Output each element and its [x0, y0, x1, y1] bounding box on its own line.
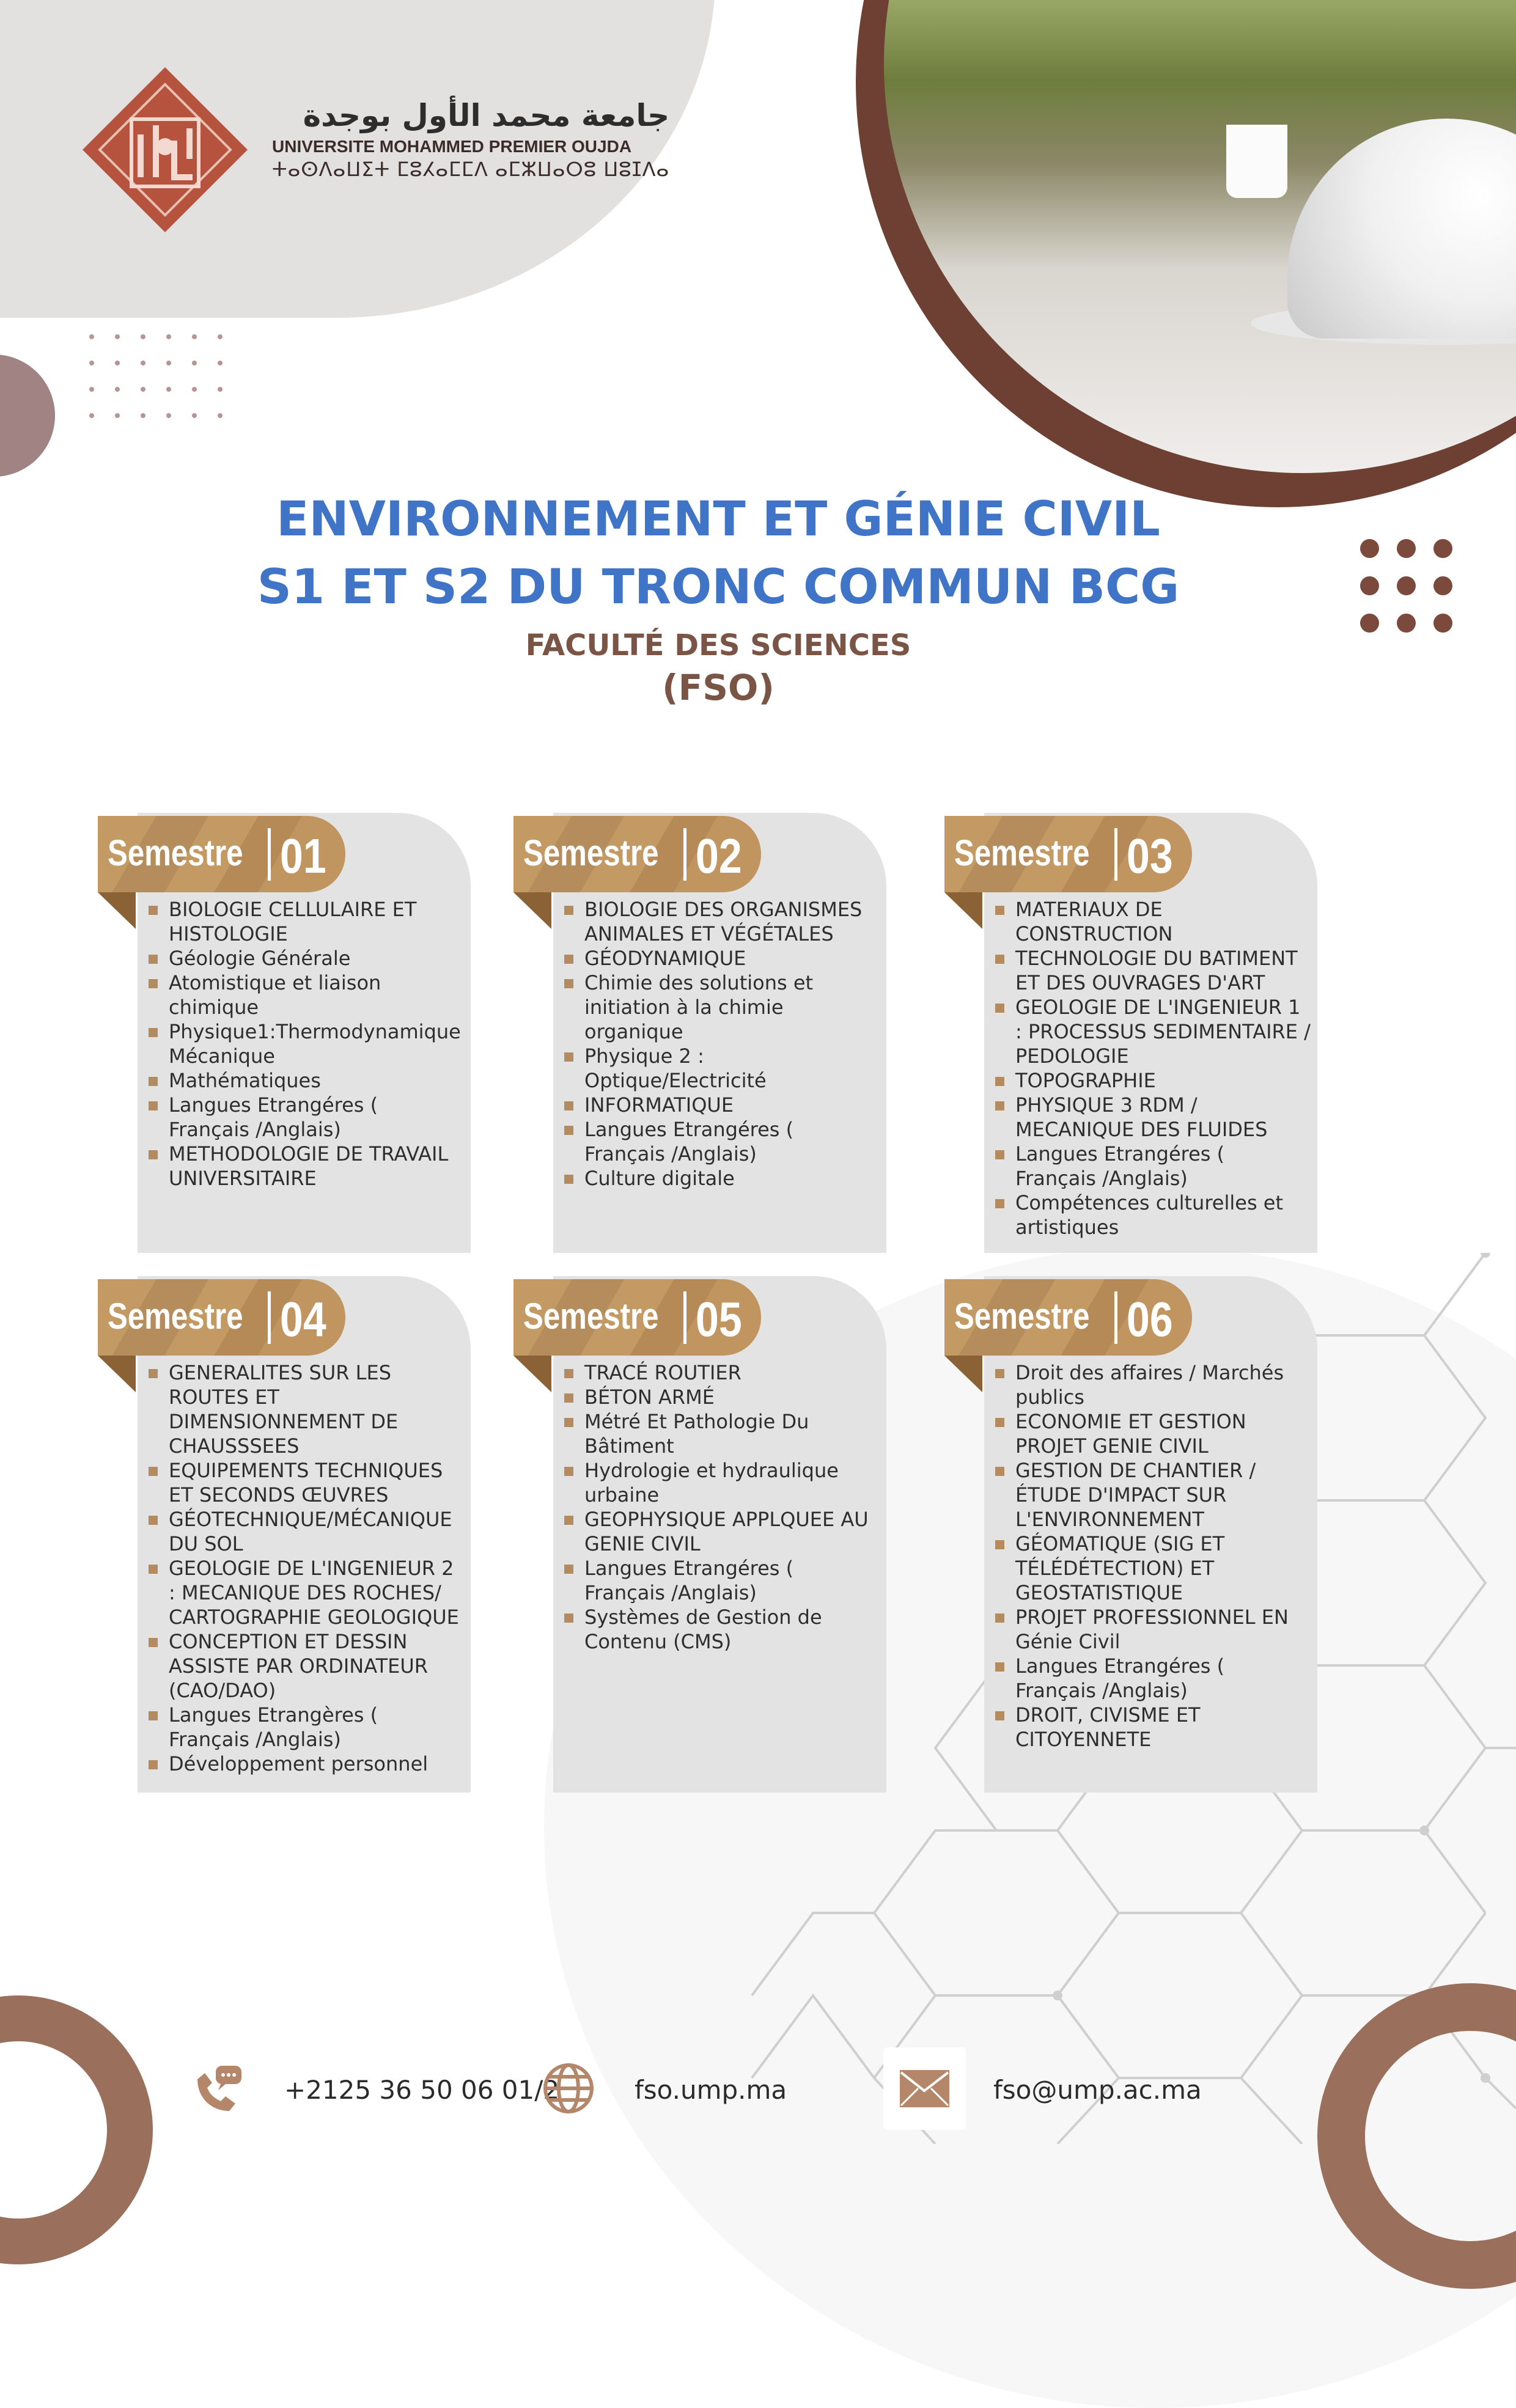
bullet-square-icon — [564, 1393, 573, 1403]
bullet-square-icon — [995, 1613, 1004, 1623]
course-name: Géologie Générale — [169, 947, 351, 970]
university-name-french: UNIVERSITE MOHAMMED PREMIER OUJDA — [272, 137, 632, 156]
course-name: GENERALITES SUR LES ROUTES ET DIMENSIONNEMENT DE CHAUSSSEES — [169, 1361, 399, 1458]
course-list — [993, 897, 1311, 1239]
background-blob-left — [0, 354, 55, 477]
course-item — [147, 1507, 465, 1556]
bullet-square-icon — [564, 1126, 573, 1135]
bullet-square-icon — [995, 1540, 1004, 1549]
course-name: Compétences culturelles et artistiques — [1015, 1191, 1284, 1239]
university-name-tifinagh: ⵜⴰⵙⴷⴰⵡⵉⵜ ⵎⵓⵃⴰⵎⵎⴷ ⴰⵎⵣⵡⴰⵔⵓ ⵡⵓⵊⴷⴰ — [272, 158, 670, 181]
course-item — [562, 946, 880, 971]
hard-hat — [1287, 119, 1516, 339]
bullet-square-icon — [995, 955, 1004, 964]
banner-fold — [98, 1356, 136, 1392]
bullet-square-icon — [149, 1638, 158, 1647]
contact-website[interactable]: fso.ump.ma — [635, 2075, 787, 2105]
main-title-line1: ENVIRONNEMENT ET GÉNIE CIVIL — [276, 492, 1160, 547]
mail-icon — [899, 2069, 951, 2109]
globe-icon — [541, 2061, 596, 2116]
bullet-square-icon — [564, 1613, 573, 1623]
course-name: Développement personnel — [169, 1752, 429, 1775]
course-item — [147, 1458, 465, 1507]
bullet-square-icon — [564, 1418, 573, 1427]
footer-arc-left — [0, 1995, 153, 2264]
semester-number: 01 — [280, 829, 326, 883]
course-item — [993, 1068, 1311, 1093]
faculty-name: FACULTÉ DES SCIENCES — [525, 628, 911, 663]
bullet-square-icon — [149, 979, 158, 988]
semester-label: Semestre — [523, 832, 659, 873]
course-name: Langues Etrangéres ( Français /Anglais) — [169, 1093, 378, 1141]
course-item — [993, 1409, 1311, 1458]
course-name: CONCEPTION ET DESSIN ASSISTE PAR ORDINATEUR (CAO/DAO) — [169, 1630, 429, 1702]
course-name: Physique 2 : Optique/Electricité — [584, 1044, 767, 1092]
course-name: Langues Etrangéres ( Français /Anglais) — [1015, 1142, 1225, 1190]
course-name: GÉOTECHNIQUE/MÉCANIQUE DU SOL — [169, 1508, 452, 1555]
course-item — [147, 1360, 465, 1458]
course-name: TRACÉ ROUTIER — [584, 1361, 741, 1384]
course-name: Langues Etrangéres ( Français /Anglais) — [1015, 1654, 1225, 1702]
course-item — [562, 1093, 880, 1117]
course-item — [993, 1458, 1311, 1532]
semester-label: Semestre — [523, 1296, 659, 1337]
course-item — [147, 897, 465, 946]
semester-banner — [944, 1279, 1195, 1356]
banner-fold — [944, 1356, 982, 1392]
course-name: INFORMATIQUE — [584, 1093, 734, 1117]
bullet-square-icon — [149, 1467, 158, 1476]
bullet-square-icon — [149, 1516, 158, 1525]
bullet-square-icon — [564, 1175, 573, 1184]
bullet-square-icon — [564, 1101, 573, 1110]
course-item — [993, 897, 1311, 946]
course-name: Chimie des solutions et initiation à la chimie organique — [584, 971, 814, 1043]
course-list — [147, 1360, 465, 1776]
bullet-square-icon — [995, 1199, 1004, 1208]
semester-number: 02 — [696, 829, 742, 883]
course-item — [147, 971, 465, 1019]
course-name: Atomistique et liaison chimique — [169, 971, 381, 1019]
bullet-square-icon — [564, 1369, 573, 1378]
faculty-acronym: (FSO) — [662, 667, 775, 708]
course-list — [147, 897, 465, 1191]
semester-label: Semestre — [954, 1296, 1090, 1337]
bullet-square-icon — [149, 955, 158, 964]
bullet-square-icon — [564, 1516, 573, 1525]
course-item — [993, 1532, 1311, 1605]
semester-banner — [98, 816, 348, 892]
course-item — [147, 1019, 465, 1068]
banner-fold — [98, 892, 136, 929]
bullet-square-icon — [149, 1101, 158, 1110]
course-name: Systèmes de Gestion de Contenu (CMS) — [584, 1606, 822, 1653]
course-name: PHYSIQUE 3 RDM / MECANIQUE DES FLUIDES — [1015, 1093, 1268, 1141]
banner-fold — [944, 892, 982, 929]
course-name: GEOLOGIE DE L'INGENIEUR 1 : PROCESSUS SEDIMENTAIRE / PEDOLOGIE — [1015, 996, 1311, 1068]
bullet-square-icon — [149, 1077, 158, 1086]
bullet-square-icon — [995, 1150, 1004, 1159]
course-item — [562, 1556, 880, 1605]
course-item — [562, 1117, 880, 1166]
bullet-square-icon — [995, 1662, 1004, 1672]
semester-banner — [944, 816, 1195, 892]
course-name: Culture digitale — [584, 1167, 735, 1190]
bullet-square-icon — [149, 906, 158, 915]
course-name: Hydrologie et hydraulique urbaine — [584, 1459, 839, 1507]
banner-divider — [1114, 828, 1117, 881]
bullet-square-icon — [149, 1150, 158, 1159]
course-item — [147, 1703, 465, 1752]
bullet-square-icon — [564, 906, 573, 915]
university-name-arabic: جامعة محمد الأول بوجدة — [303, 98, 670, 133]
banner-divider — [268, 1291, 271, 1344]
bullet-square-icon — [564, 1052, 573, 1062]
course-name: TECHNOLOGIE DU BATIMENT ET DES OUVRAGES D'ART — [1015, 947, 1298, 994]
semester-label: Semestre — [108, 832, 243, 873]
banner-divider — [683, 1291, 686, 1344]
semester-number: 03 — [1127, 829, 1173, 883]
banner-divider — [268, 828, 271, 881]
course-item — [993, 1191, 1311, 1239]
course-item — [147, 1556, 465, 1629]
course-item — [147, 1629, 465, 1703]
course-item — [147, 1142, 465, 1191]
university-name-block — [272, 98, 669, 181]
course-item — [993, 1093, 1311, 1142]
semester-banner — [513, 816, 764, 892]
bullet-square-icon — [995, 906, 1004, 915]
bullet-square-icon — [564, 1565, 573, 1574]
course-item — [993, 1142, 1311, 1191]
bullet-square-icon — [995, 1077, 1004, 1086]
course-name: Mathématiques — [169, 1069, 321, 1092]
course-item — [147, 1752, 465, 1776]
course-name: MATERIAUX DE CONSTRUCTION — [1015, 898, 1173, 945]
bullet-square-icon — [149, 1369, 158, 1378]
course-name: Droit des affaires / Marchés publics — [1015, 1361, 1284, 1409]
course-item — [147, 946, 465, 971]
course-name: GEOPHYSIQUE APPLQUEE AU GENIE CIVIL — [584, 1508, 869, 1555]
contact-email[interactable]: fso@ump.ac.ma — [993, 2075, 1202, 2105]
course-item — [562, 1605, 880, 1654]
bullet-square-icon — [995, 1004, 1004, 1013]
course-item — [147, 1068, 465, 1093]
course-item — [993, 1605, 1311, 1654]
bullet-square-icon — [149, 1028, 158, 1037]
course-item — [562, 1409, 880, 1458]
banner-divider — [683, 828, 686, 881]
course-item — [993, 946, 1311, 995]
course-name: TOPOGRAPHIE — [1015, 1069, 1156, 1092]
banner-divider — [1114, 1291, 1117, 1344]
course-name: Métré Et Pathologie Du Bâtiment — [584, 1410, 809, 1458]
bullet-square-icon — [149, 1711, 158, 1720]
course-item — [993, 1703, 1311, 1752]
header-photo-frame — [856, 0, 1516, 507]
course-item — [562, 897, 880, 946]
course-name: Physique1:Thermodynamique Mécanique — [169, 1020, 461, 1068]
course-name: ECONOMIE ET GESTION PROJET GENIE CIVIL — [1015, 1410, 1246, 1458]
course-name: Langues Etrangéres ( Français /Anglais) — [584, 1557, 794, 1604]
semester-number: 04 — [280, 1292, 326, 1346]
course-name: PROJET PROFESSIONNEL EN Génie Civil — [1015, 1606, 1289, 1653]
course-list — [562, 1360, 880, 1654]
semester-label: Semestre — [954, 832, 1090, 873]
course-name: DROIT, CIVISME ET CITOYENNETE — [1015, 1703, 1201, 1751]
banner-fold — [513, 1356, 551, 1392]
bullet-square-icon — [995, 1101, 1004, 1110]
semester-number: 05 — [696, 1292, 742, 1346]
banner-fold — [513, 892, 551, 929]
course-item — [562, 1044, 880, 1093]
course-item — [562, 971, 880, 1044]
course-item — [562, 1385, 880, 1409]
bullet-square-icon — [995, 1369, 1004, 1378]
bullet-square-icon — [564, 979, 573, 988]
semester-number: 06 — [1127, 1292, 1173, 1346]
course-item — [147, 1093, 465, 1142]
dot-grid-decoration — [89, 334, 243, 418]
construction-helmet-photo — [884, 0, 1516, 473]
course-name: GEOLOGIE DE L'INGENIEUR 2 : MECANIQUE DES ROCHES/ CARTOGRAPHIE GEOLOGIQUE — [169, 1557, 459, 1629]
course-item — [993, 995, 1311, 1068]
course-name: Langues Etrangéres ( Français /Anglais) — [584, 1118, 794, 1165]
course-name: GÉODYNAMIQUE — [584, 947, 746, 970]
course-list — [993, 1360, 1311, 1752]
course-name: GÉOMATIQUE (SIG ET TÉLÉDÉTECTION) ET GEOSTATISTIQUE — [1015, 1532, 1225, 1604]
course-name: BÉTON ARMÉ — [584, 1386, 715, 1409]
university-logo — [83, 67, 248, 232]
course-item — [993, 1360, 1311, 1409]
bullet-square-icon — [995, 1467, 1004, 1476]
bullet-square-icon — [564, 1467, 573, 1476]
course-item — [562, 1360, 880, 1385]
course-name: METHODOLOGIE DE TRAVAIL UNIVERSITAIRE — [169, 1142, 449, 1190]
course-name: Langues Etrangères ( Français /Anglais) — [169, 1703, 378, 1751]
course-item — [993, 1654, 1311, 1703]
course-name: GESTION DE CHANTIER / ÉTUDE D'IMPACT SUR L'ENVIRONNEMENT — [1015, 1459, 1256, 1531]
semester-banner — [98, 1279, 348, 1356]
course-list — [562, 897, 880, 1191]
course-name: EQUIPEMENTS TECHNIQUES ET SECONDS ŒUVRES — [169, 1459, 443, 1507]
contact-phone[interactable]: +2125 36 50 06 01/2 — [284, 2075, 560, 2105]
semester-banner — [513, 1279, 764, 1356]
bullet-square-icon — [995, 1711, 1004, 1720]
course-item — [562, 1458, 880, 1507]
phone-icon — [186, 2061, 248, 2122]
course-item — [562, 1166, 880, 1191]
main-title-line2: S1 ET S2 DU TRONC COMMUN BCG — [257, 560, 1180, 615]
paper-cup — [1226, 125, 1287, 198]
course-item — [562, 1507, 880, 1556]
bullet-square-icon — [149, 1565, 158, 1574]
course-name: BIOLOGIE DES ORGANISMES ANIMALES ET VÉGÉTALES — [584, 898, 863, 945]
bullet-square-icon — [995, 1418, 1004, 1427]
bullet-square-icon — [564, 955, 573, 964]
semester-label: Semestre — [108, 1296, 243, 1337]
bullet-square-icon — [149, 1760, 158, 1769]
course-name: BIOLOGIE CELLULAIRE ET HISTOLOGIE — [169, 898, 417, 945]
